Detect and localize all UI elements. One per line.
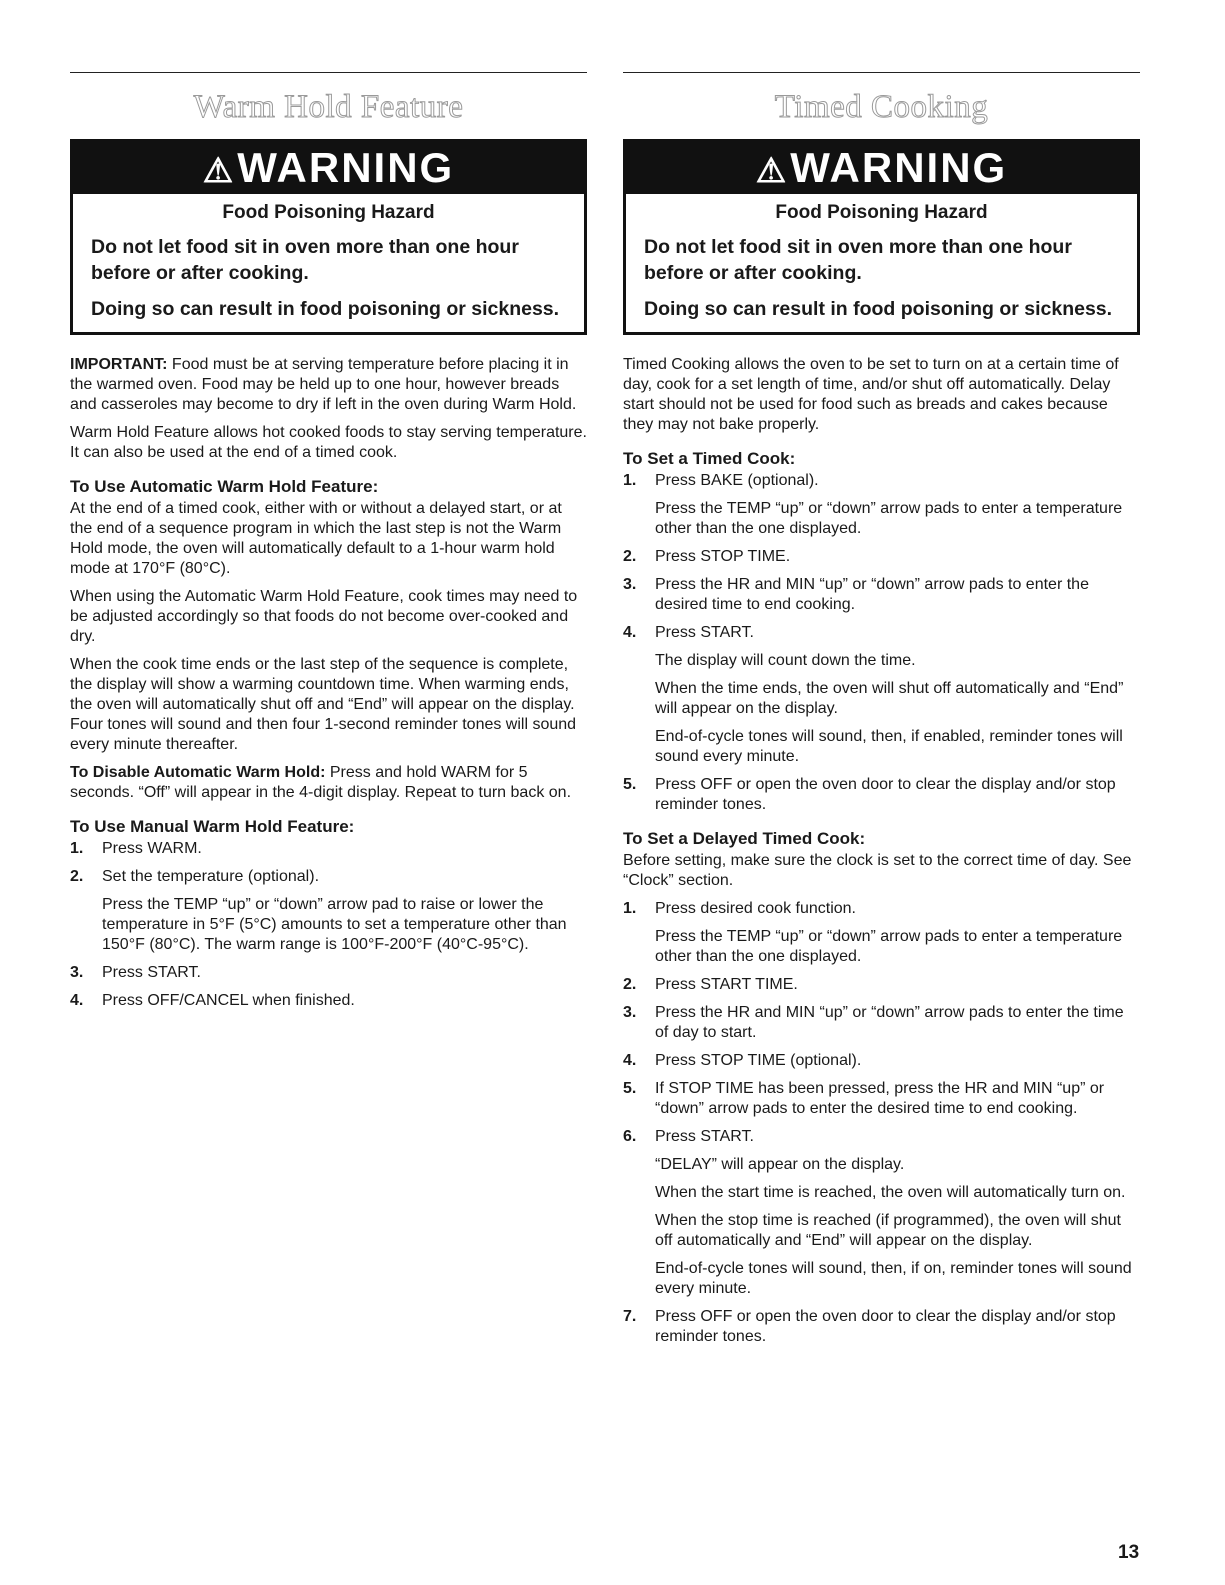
step-number: 3. bbox=[623, 576, 637, 593]
warning-triangle-icon: ⚠ bbox=[755, 152, 789, 190]
intro-paragraph: Timed Cooking allows the oven to be set to turn on at a certain time of day, cook for a set length of time, and/or shut off automatically. Delay start should not be used for food such as breads and cakes because they may not bake properly. bbox=[623, 356, 1119, 433]
step-number: 2. bbox=[623, 548, 637, 565]
step-subtext: When the stop time is reached (if programmed), the oven will shut off automatically and “End” will appear on the display. bbox=[655, 1212, 1121, 1249]
step-number: 4. bbox=[70, 992, 84, 1009]
disable-paragraph bbox=[70, 763, 587, 803]
step-number: 7. bbox=[623, 1308, 637, 1325]
step-number: 4. bbox=[623, 624, 637, 641]
delayed-steps bbox=[623, 899, 1140, 1347]
step-text: Press START. bbox=[102, 964, 201, 981]
step bbox=[623, 623, 1140, 767]
manual-heading: To Use Manual Warm Hold Feature: bbox=[70, 817, 355, 836]
step bbox=[623, 1051, 1140, 1071]
page-number: 13 bbox=[1118, 1542, 1140, 1563]
step bbox=[623, 775, 1140, 815]
step-number: 1. bbox=[70, 840, 84, 857]
warning-line: Doing so can result in food poisoning or sickness. bbox=[644, 298, 1113, 320]
step-subtext: When the time ends, the oven will shut off automatically and “End” will appear on the display. bbox=[655, 680, 1124, 717]
step-subtext: “DELAY” will appear on the display. bbox=[655, 1156, 905, 1173]
timed-cooking-column bbox=[623, 72, 1140, 1355]
section-title: Warm Hold Feature bbox=[193, 89, 464, 125]
warning-box bbox=[623, 139, 1140, 335]
delayed-intro: Before setting, make sure the clock is set to the correct time of day. See “Clock” section. bbox=[623, 852, 1132, 889]
step bbox=[623, 1127, 1140, 1299]
disable-text: Press and hold WARM for 5 seconds. “Off” will appear in the 4-digit display. Repeat to turn back on. bbox=[70, 764, 572, 801]
step bbox=[623, 575, 1140, 615]
warning-hazard: Food Poisoning Hazard bbox=[222, 202, 435, 223]
step-text: Press the HR and MIN “up” or “down” arrow pads to enter the time of day to start. bbox=[655, 1004, 1124, 1041]
warning-banner-label: WARNING bbox=[237, 144, 455, 191]
step-text: Press START. bbox=[655, 624, 754, 641]
warning-line: Do not let food sit in oven more than one hour before or after cooking. bbox=[644, 236, 1072, 284]
section-title: Timed Cooking bbox=[774, 89, 989, 125]
step-text: Press OFF or open the oven door to clear the display and/or stop reminder tones. bbox=[655, 1308, 1116, 1345]
step-text: Press START. bbox=[655, 1128, 754, 1145]
delayed-heading: To Set a Delayed Timed Cook: bbox=[623, 829, 866, 848]
step-text: Set the temperature (optional). bbox=[102, 868, 320, 885]
step bbox=[70, 991, 587, 1011]
step-number: 4. bbox=[623, 1052, 637, 1069]
step-text: Press WARM. bbox=[102, 840, 202, 857]
step bbox=[70, 963, 587, 983]
step bbox=[623, 899, 1140, 967]
step-text: Press BAKE (optional). bbox=[655, 472, 819, 489]
step-text: Press STOP TIME (optional). bbox=[655, 1052, 862, 1069]
step-subtext: End-of-cycle tones will sound, then, if on, reminder tones will sound every minute. bbox=[655, 1260, 1132, 1297]
step-text: Press OFF or open the oven door to clear the display and/or stop reminder tones. bbox=[655, 776, 1116, 813]
manual-steps bbox=[70, 839, 587, 1011]
warning-banner bbox=[626, 142, 1137, 194]
step-text: Press STOP TIME. bbox=[655, 548, 791, 565]
step-text: Press START TIME. bbox=[655, 976, 798, 993]
warm-hold-column bbox=[70, 72, 587, 1019]
top-rule bbox=[70, 72, 587, 73]
timed-cooking-content bbox=[623, 355, 1140, 1347]
step-subtext: Press the TEMP “up” or “down” arrow pads to enter a temperature other than the one displayed. bbox=[655, 500, 1123, 537]
step-subtext: Press the TEMP “up” or “down” arrow pads to enter a temperature other than the one displayed. bbox=[655, 928, 1123, 965]
timed-steps bbox=[623, 471, 1140, 815]
important-text: Food must be at serving temperature before placing it in the warmed oven. Food may be held up to one hour, however breads and casseroles may become to dry if left in the oven during Warm Hold. bbox=[70, 356, 577, 413]
warning-hazard: Food Poisoning Hazard bbox=[775, 202, 988, 223]
timed-heading: To Set a Timed Cook: bbox=[623, 449, 796, 468]
intro-paragraph: Warm Hold Feature allows hot cooked foods to stay serving temperature. It can also be used at the end of a timed cook. bbox=[70, 424, 587, 461]
step-number: 3. bbox=[623, 1004, 637, 1021]
paragraph: When the cook time ends or the last step of the sequence is complete, the display will show a warming countdown time. When warming ends, the oven will automatically shut off and “End” will appear on the display. Four tones will sound and then four 1-second reminder tones will sound every minute thereafter. bbox=[70, 656, 577, 753]
warning-banner bbox=[73, 142, 584, 194]
step-text: If STOP TIME has been pressed, press the HR and MIN “up” or “down” arrow pads to enter the desired time to end cooking. bbox=[655, 1080, 1105, 1117]
step-text: Press OFF/CANCEL when finished. bbox=[102, 992, 355, 1009]
warning-triangle-icon: ⚠ bbox=[202, 152, 236, 190]
step-subtext: End-of-cycle tones will sound, then, if enabled, reminder tones will sound every minute. bbox=[655, 728, 1123, 765]
step-text: Press the HR and MIN “up” or “down” arrow pads to enter the desired time to end cooking. bbox=[655, 576, 1089, 613]
step-number: 2. bbox=[623, 976, 637, 993]
step bbox=[623, 547, 1140, 567]
important-label: IMPORTANT: bbox=[70, 356, 168, 373]
paragraph: When using the Automatic Warm Hold Feature, cook times may need to be adjusted accordingly so that foods do not become over-cooked and dry. bbox=[70, 588, 578, 645]
important-paragraph bbox=[70, 355, 587, 415]
step bbox=[70, 867, 587, 955]
step bbox=[623, 1003, 1140, 1043]
step bbox=[623, 975, 1140, 995]
warning-line: Do not let food sit in oven more than one hour before or after cooking. bbox=[91, 236, 519, 284]
step bbox=[623, 1079, 1140, 1119]
warning-box bbox=[70, 139, 587, 335]
disable-label: To Disable Automatic Warm Hold: bbox=[70, 764, 326, 781]
step bbox=[623, 471, 1140, 539]
step-number: 1. bbox=[623, 472, 637, 489]
step-number: 6. bbox=[623, 1128, 637, 1145]
step-number: 3. bbox=[70, 964, 84, 981]
step-number: 5. bbox=[623, 1080, 637, 1097]
auto-heading: To Use Automatic Warm Hold Feature: bbox=[70, 477, 379, 496]
step-subtext: The display will count down the time. bbox=[655, 652, 916, 669]
paragraph: At the end of a timed cook, either with or without a delayed start, or at the end of a sequence program in which the last step is not the Warm Hold mode, the oven will automatically default to a 1-hour warm hold mode at 170°F (80°C). bbox=[70, 500, 562, 577]
step bbox=[623, 1307, 1140, 1347]
step-text: Press desired cook function. bbox=[655, 900, 856, 917]
step bbox=[70, 839, 587, 859]
step-number: 2. bbox=[70, 868, 84, 885]
warning-line: Doing so can result in food poisoning or sickness. bbox=[91, 298, 560, 320]
top-rule bbox=[623, 72, 1140, 73]
step-number: 1. bbox=[623, 900, 637, 917]
step-subtext: Press the TEMP “up” or “down” arrow pad to raise or lower the temperature in 5°F (5°C) amounts to set a temperature other than 150°F (80°C). The warm range is 100°F-200°F (40°C-95°C). bbox=[102, 896, 567, 953]
warning-banner-label: WARNING bbox=[790, 144, 1008, 191]
step-number: 5. bbox=[623, 776, 637, 793]
warm-hold-content bbox=[70, 355, 587, 1011]
step-subtext: When the start time is reached, the oven will automatically turn on. bbox=[655, 1184, 1126, 1201]
